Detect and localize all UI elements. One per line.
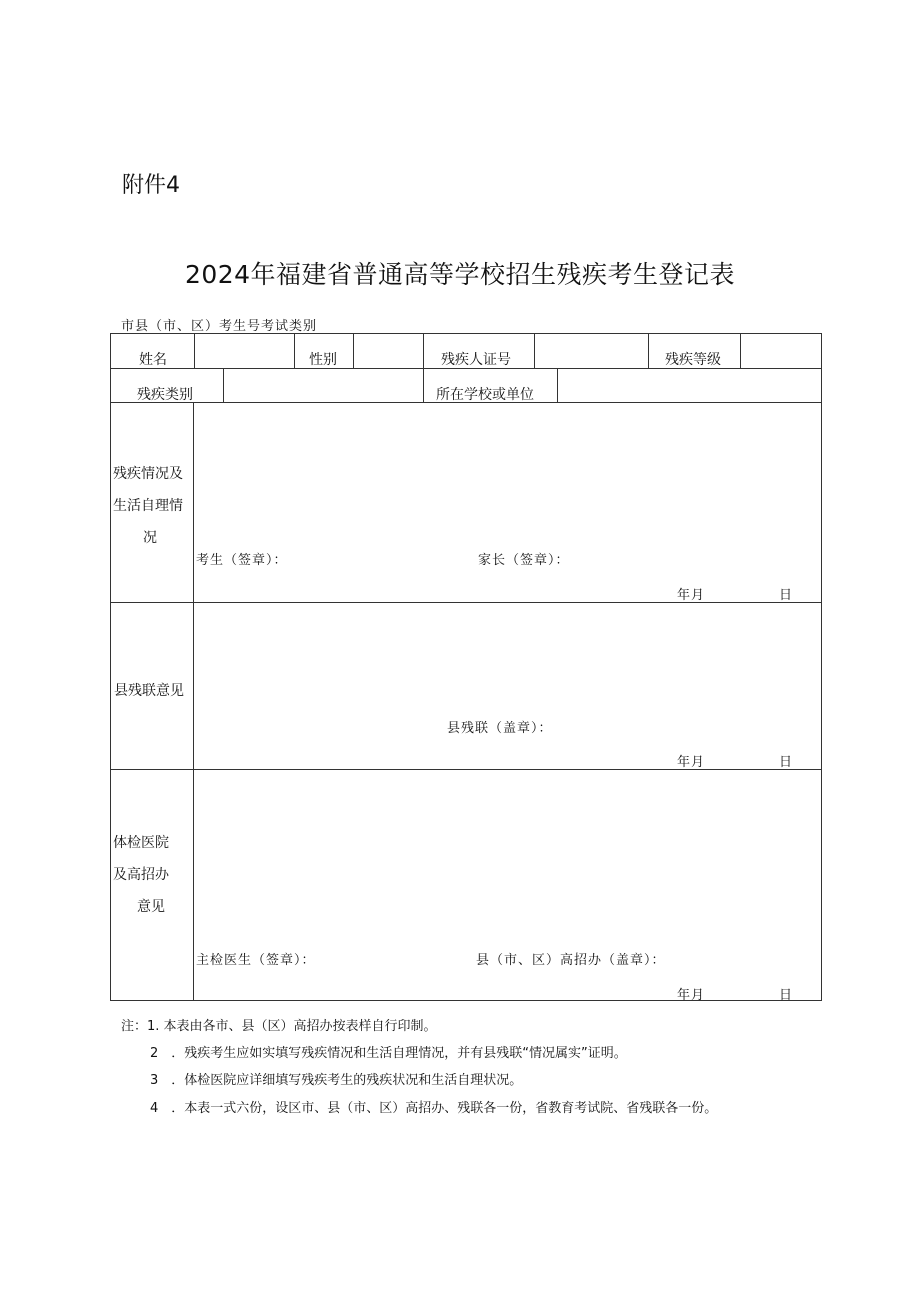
school-label: 所在学校或单位 bbox=[436, 387, 534, 403]
note-1: 注：1. 本表由各市、县（区）高招办按表样自行印制。 bbox=[121, 1019, 437, 1034]
section-hospital-office-label bbox=[113, 827, 169, 923]
col-divider bbox=[648, 334, 649, 368]
date-day: 日 bbox=[779, 755, 794, 770]
col-divider bbox=[740, 334, 741, 368]
registration-table bbox=[110, 333, 822, 1001]
label-line: 残疾情况及 bbox=[113, 466, 183, 482]
form-title: 2024年福建省普通高等学校招生残疾考生登记表 bbox=[184, 260, 736, 289]
gender-label: 性别 bbox=[309, 352, 337, 368]
label-column-divider bbox=[193, 402, 194, 1000]
date-year-month: 年月 bbox=[677, 588, 706, 603]
examinee-signature: 考生（签章）： bbox=[196, 553, 288, 568]
attachment-label: 附件4 bbox=[122, 173, 180, 198]
date-day: 日 bbox=[779, 988, 794, 1003]
disability-id-label: 残疾人证号 bbox=[441, 352, 511, 368]
note-2: 2 ．残疾考生应如实填写残疾情况和生活自理情况，并有县残联“情况属实”证明。 bbox=[150, 1046, 627, 1061]
label-line: 体检医院 bbox=[113, 835, 169, 851]
section-disability-status-label bbox=[113, 458, 183, 554]
date-day: 日 bbox=[779, 588, 794, 603]
col-divider bbox=[534, 334, 535, 368]
col-divider bbox=[194, 334, 195, 368]
parent-signature: 家长（签章）： bbox=[478, 553, 570, 568]
federation-seal: 县残联（盖章）： bbox=[447, 721, 553, 736]
doctor-signature: 主检医生（签章）： bbox=[196, 953, 316, 968]
admissions-office-seal: 县（市、区）高招办（盖章）： bbox=[476, 953, 666, 968]
note-4: 4 ．本表一式六份，设区市、县（市、区）高招办、残联各一份，省教育考试院、省残联各一份。 bbox=[150, 1101, 718, 1116]
label-line: 及高招办 bbox=[113, 867, 169, 883]
col-divider bbox=[353, 334, 354, 368]
date-year-month: 年月 bbox=[677, 988, 706, 1003]
disability-level-label: 残疾等级 bbox=[665, 352, 721, 368]
name-label: 姓名 bbox=[139, 352, 167, 368]
disability-category-label: 残疾类别 bbox=[137, 387, 193, 403]
label-line: 况 bbox=[143, 530, 157, 546]
section-federation-opinion-label: 县残联意见 bbox=[114, 683, 184, 699]
col-divider bbox=[423, 334, 424, 368]
label-line: 生活自理情 bbox=[113, 498, 183, 514]
form-subheader: 市县（市、区）考生号考试类别 bbox=[121, 319, 318, 334]
col-divider bbox=[223, 368, 224, 402]
label-line: 意见 bbox=[137, 899, 165, 915]
note-3: 3 ．体检医院应详细填写残疾考生的残疾状况和生活自理状况。 bbox=[150, 1073, 523, 1088]
date-year-month: 年月 bbox=[677, 755, 706, 770]
col-divider bbox=[557, 368, 558, 402]
col-divider bbox=[294, 334, 295, 368]
row-divider bbox=[111, 602, 821, 603]
row-divider bbox=[111, 769, 821, 770]
col-divider bbox=[423, 368, 424, 402]
